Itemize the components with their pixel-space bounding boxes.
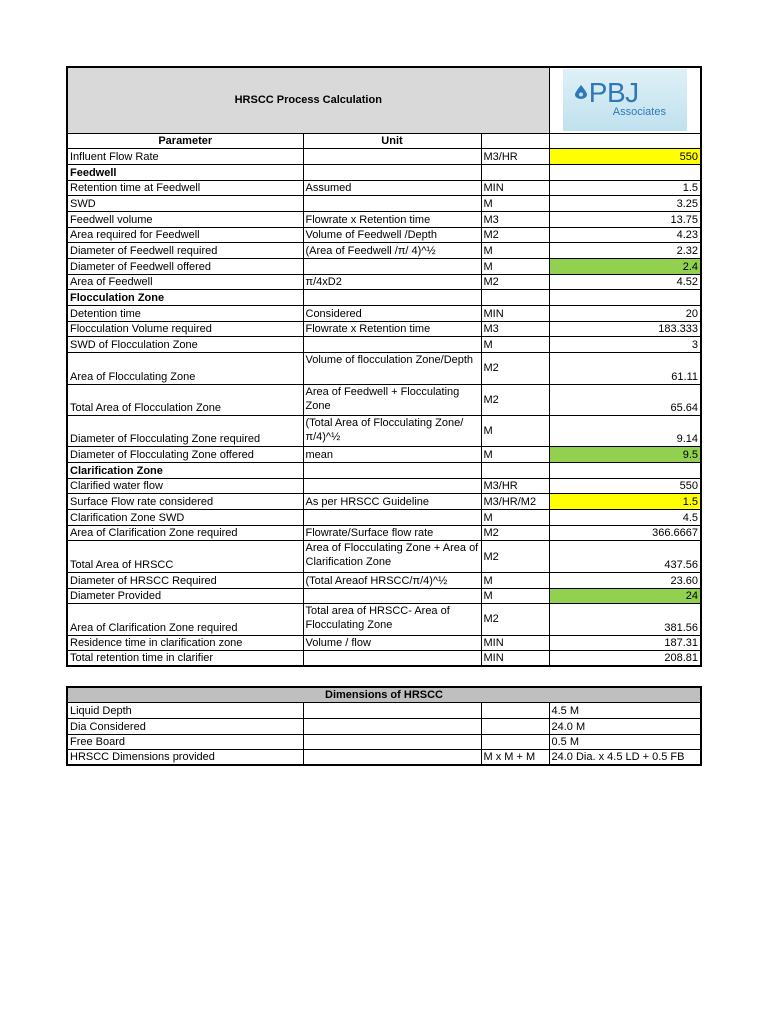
unit-cell: M2 (481, 227, 549, 243)
parameter-cell: Total Area of HRSCC (67, 541, 303, 572)
table-row (67, 243, 701, 259)
formula-cell: Flowrate/Surface flow rate (303, 525, 481, 541)
table-row (67, 510, 701, 526)
unit-cell: M2 (481, 353, 549, 384)
formula-cell: Considered (303, 306, 481, 322)
table-row (67, 525, 701, 541)
parameter-cell: Flocculation Volume required (67, 321, 303, 337)
value-cell: 9.14 (549, 415, 701, 446)
formula-cell (303, 651, 481, 667)
parameter-cell: Total retention time in clarifier (67, 651, 303, 667)
formula-cell (303, 588, 481, 604)
formula-cell: Total area of HRSCC- Area of Flocculating Zone (303, 604, 481, 635)
parameter-cell: SWD of Flocculation Zone (67, 337, 303, 353)
unit-cell: M3/HR (481, 149, 549, 165)
dimension-value: 24.0 M (549, 718, 701, 734)
dimension-unit (481, 734, 549, 750)
value-cell: 3.25 (549, 196, 701, 212)
dimensions-title: Dimensions of HRSCC (67, 687, 701, 703)
parameter-cell: Diameter of HRSCC Required (67, 572, 303, 588)
table-row (67, 211, 701, 227)
parameter-cell: Total Area of Flocculation Zone (67, 384, 303, 415)
section-heading: Feedwell (67, 164, 303, 180)
company-logo (549, 67, 701, 133)
parameter-cell: Area of Clarification Zone required (67, 525, 303, 541)
section-heading: Clarification Zone (67, 462, 303, 478)
dimension-parameter: Dia Considered (67, 718, 303, 734)
dimension-value: 0.5 M (549, 734, 701, 750)
empty-cell (481, 462, 549, 478)
value-cell: 437.56 (549, 541, 701, 572)
empty-cell (303, 734, 481, 750)
table-row (67, 274, 701, 290)
parameter-cell: Surface Flow rate considered (67, 494, 303, 510)
dimension-parameter: HRSCC Dimensions provided (67, 750, 303, 766)
unit-cell: M2 (481, 541, 549, 572)
unit-cell: MIN (481, 306, 549, 322)
empty-cell (481, 164, 549, 180)
column-header-unit: Unit (303, 133, 481, 149)
value-cell: 23.60 (549, 572, 701, 588)
value-cell: 24 (549, 588, 701, 604)
table-row (67, 337, 701, 353)
empty-cell (303, 750, 481, 766)
unit-cell: M3 (481, 321, 549, 337)
empty-cell (303, 164, 481, 180)
table-row (67, 149, 701, 165)
parameter-cell: Influent Flow Rate (67, 149, 303, 165)
value-cell: 183.333 (549, 321, 701, 337)
unit-cell: M (481, 196, 549, 212)
parameter-cell: Retention time at Feedwell (67, 180, 303, 196)
empty-cell (303, 703, 481, 719)
table-row (67, 353, 701, 384)
unit-cell: M2 (481, 384, 549, 415)
table-row (67, 572, 701, 588)
dimension-value: 24.0 Dia. x 4.5 LD + 0.5 FB (549, 750, 701, 766)
empty-cell (303, 462, 481, 478)
dimension-row (67, 734, 701, 750)
parameter-cell: Clarification Zone SWD (67, 510, 303, 526)
dimension-row (67, 703, 701, 719)
water-drop-icon (575, 85, 587, 99)
value-cell: 1.5 (549, 494, 701, 510)
process-calculation-table (66, 66, 702, 667)
value-cell: 2.4 (549, 259, 701, 275)
value-cell: 3 (549, 337, 701, 353)
unit-cell: MIN (481, 651, 549, 667)
unit-cell: M3/HR/M2 (481, 494, 549, 510)
formula-cell: As per HRSCC Guideline (303, 494, 481, 510)
value-cell: 9.5 (549, 447, 701, 463)
formula-cell: (Total Area of Flocculating Zone/π/4)^½ (303, 415, 481, 446)
formula-cell: Flowrate x Retention time (303, 321, 481, 337)
dimension-value: 4.5 M (549, 703, 701, 719)
dimension-unit: M x M + M (481, 750, 549, 766)
unit-cell: MIN (481, 180, 549, 196)
parameter-cell: Diameter of Feedwell required (67, 243, 303, 259)
logo-subtitle: Associates (612, 106, 666, 119)
table-row (67, 494, 701, 510)
dimension-row (67, 750, 701, 766)
section-row (67, 462, 701, 478)
value-cell: 2.32 (549, 243, 701, 259)
column-header-blank (481, 133, 549, 149)
unit-cell: MIN (481, 635, 549, 651)
parameter-cell: Diameter of Feedwell offered (67, 259, 303, 275)
parameter-cell: Diameter Provided (67, 588, 303, 604)
empty-cell (549, 462, 701, 478)
logo-wordmark: PBJ (588, 77, 639, 109)
table-row (67, 635, 701, 651)
dimension-row (67, 718, 701, 734)
value-cell: 381.56 (549, 604, 701, 635)
dimension-unit (481, 703, 549, 719)
table-row (67, 478, 701, 494)
parameter-cell: Area of Flocculating Zone (67, 353, 303, 384)
table-row (67, 196, 701, 212)
table-row (67, 588, 701, 604)
unit-cell: M (481, 588, 549, 604)
empty-cell (549, 290, 701, 306)
section-heading: Flocculation Zone (67, 290, 303, 306)
unit-cell: M2 (481, 274, 549, 290)
column-header-parameter: Parameter (67, 133, 303, 149)
table-row (67, 447, 701, 463)
formula-cell (303, 337, 481, 353)
formula-cell (303, 196, 481, 212)
parameter-cell: Area of Feedwell (67, 274, 303, 290)
column-header-value (549, 133, 701, 149)
formula-cell: Area of Feedwell + Flocculating Zone (303, 384, 481, 415)
table-row (67, 541, 701, 572)
unit-cell: M (481, 243, 549, 259)
empty-cell (481, 290, 549, 306)
formula-cell (303, 510, 481, 526)
unit-cell: M (481, 259, 549, 275)
unit-cell: M (481, 447, 549, 463)
value-cell: 366.6667 (549, 525, 701, 541)
parameter-cell: Diameter of Flocculating Zone offered (67, 447, 303, 463)
formula-cell: Assumed (303, 180, 481, 196)
empty-cell (303, 718, 481, 734)
value-cell: 13.75 (549, 211, 701, 227)
unit-cell: M (481, 415, 549, 446)
unit-cell: M (481, 572, 549, 588)
table-row (67, 604, 701, 635)
parameter-cell: Residence time in clarification zone (67, 635, 303, 651)
formula-cell (303, 478, 481, 494)
table-row (67, 415, 701, 446)
empty-cell (303, 290, 481, 306)
value-cell: 187.31 (549, 635, 701, 651)
value-cell: 4.5 (549, 510, 701, 526)
parameter-cell: Feedwell volume (67, 211, 303, 227)
parameter-cell: Area of Clarification Zone required (67, 604, 303, 635)
formula-cell: Volume of flocculation Zone/Depth (303, 353, 481, 384)
sheet-title: HRSCC Process Calculation (67, 67, 549, 133)
section-row (67, 290, 701, 306)
empty-cell (549, 164, 701, 180)
value-cell: 1.5 (549, 180, 701, 196)
dimension-parameter: Liquid Depth (67, 703, 303, 719)
formula-cell: Area of Flocculating Zone + Area of Clarification Zone (303, 541, 481, 572)
value-cell: 550 (549, 149, 701, 165)
table-row (67, 384, 701, 415)
parameter-cell: Clarified water flow (67, 478, 303, 494)
table-row (67, 321, 701, 337)
formula-cell: Volume / flow (303, 635, 481, 651)
table-row (67, 651, 701, 667)
table-row (67, 306, 701, 322)
dimension-parameter: Free Board (67, 734, 303, 750)
value-cell: 61.11 (549, 353, 701, 384)
value-cell: 65.64 (549, 384, 701, 415)
value-cell: 4.52 (549, 274, 701, 290)
formula-cell (303, 259, 481, 275)
unit-cell: M3 (481, 211, 549, 227)
value-cell: 20 (549, 306, 701, 322)
unit-cell: M2 (481, 525, 549, 541)
formula-cell: π/4xD2 (303, 274, 481, 290)
table-row (67, 259, 701, 275)
dimension-unit (481, 718, 549, 734)
formula-cell: (Total Areaof HRSCC/π/4)^½ (303, 572, 481, 588)
value-cell: 208.81 (549, 651, 701, 667)
formula-cell: Flowrate x Retention time (303, 211, 481, 227)
unit-cell: M (481, 510, 549, 526)
parameter-cell: Detention time (67, 306, 303, 322)
section-row (67, 164, 701, 180)
formula-cell: mean (303, 447, 481, 463)
formula-cell: Volume of Feedwell /Depth (303, 227, 481, 243)
formula-cell: (Area of Feedwell /π/ 4)^½ (303, 243, 481, 259)
value-cell: 550 (549, 478, 701, 494)
table-row (67, 227, 701, 243)
dimensions-table (66, 686, 702, 766)
parameter-cell: Area required for Feedwell (67, 227, 303, 243)
parameter-cell: Diameter of Flocculating Zone required (67, 415, 303, 446)
formula-cell (303, 149, 481, 165)
unit-cell: M3/HR (481, 478, 549, 494)
unit-cell: M2 (481, 604, 549, 635)
parameter-cell: SWD (67, 196, 303, 212)
unit-cell: M (481, 337, 549, 353)
table-row (67, 180, 701, 196)
value-cell: 4.23 (549, 227, 701, 243)
